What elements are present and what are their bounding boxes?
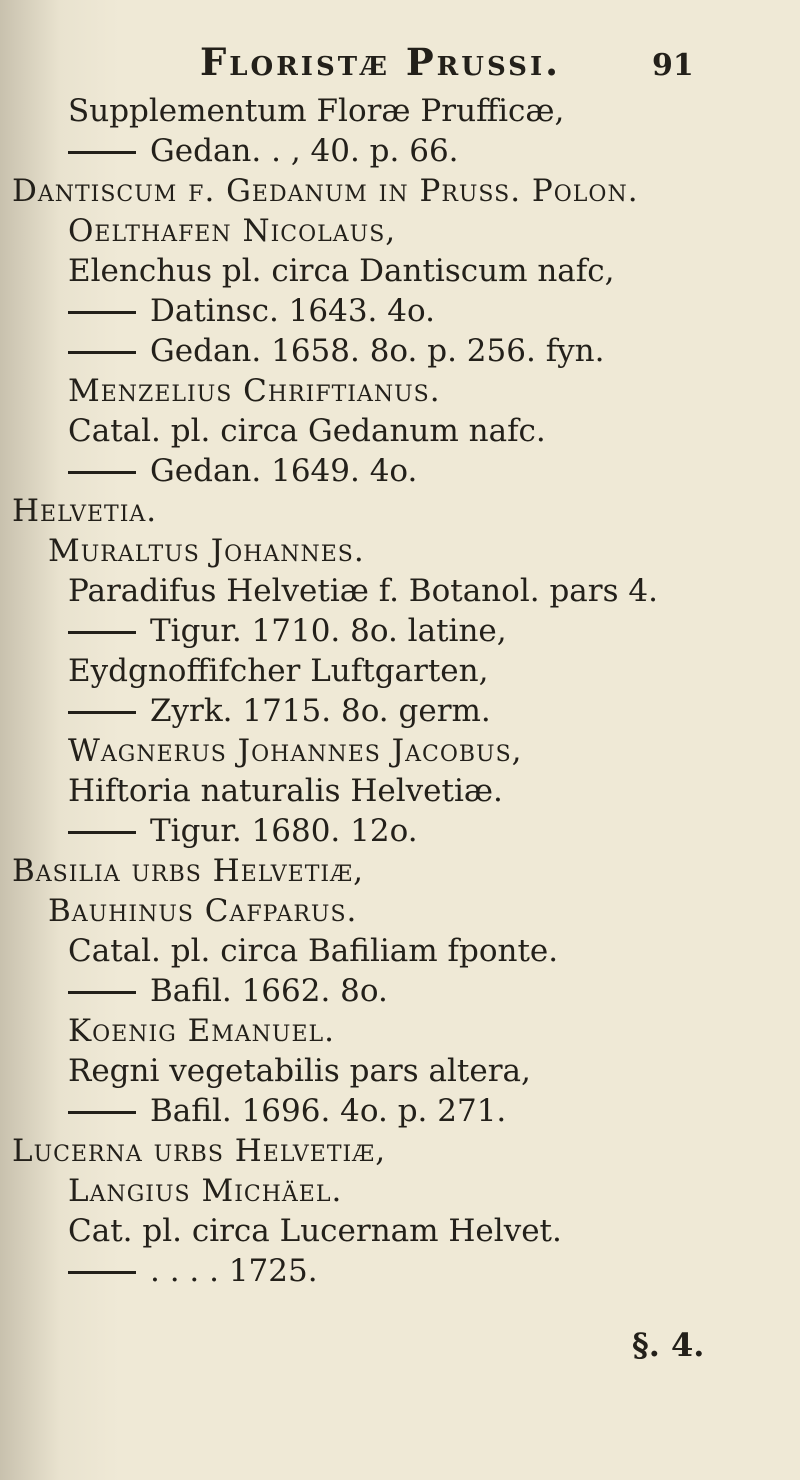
entry-line (68, 332, 605, 370)
entry-text: Cat. pl. circa Lucernam Helvet. (68, 1213, 562, 1249)
ditto-dash (68, 311, 136, 314)
running-head: Floristæ Prussi. (200, 40, 561, 84)
entry-line (68, 132, 459, 170)
entry-text: . . . . 1725. (150, 1253, 318, 1289)
entry-line (68, 652, 488, 690)
entry-line (68, 372, 441, 410)
ditto-dash (68, 471, 136, 474)
author-name: Langius Michäel. (68, 1173, 343, 1209)
entry-line (68, 212, 396, 250)
entry-text: Gedan. 1649. 4o. (150, 453, 418, 489)
ditto-dash (68, 631, 136, 634)
entry-text: Catal. pl. circa Gedanum nafc. (68, 413, 546, 449)
entry-text: Bafil. 1696. 4o. p. 271. (150, 1093, 507, 1129)
entry-text: Bafil. 1662. 8o. (150, 973, 388, 1009)
entry-line (68, 692, 491, 730)
entry-line (68, 1172, 342, 1210)
ditto-dash (68, 991, 136, 994)
author-name: Wagnerus Johannes Jacobus, (68, 733, 523, 769)
entry-line (68, 412, 546, 450)
entry-line (12, 852, 364, 890)
entry-line (68, 972, 388, 1010)
entry-line (12, 492, 157, 530)
place-heading: Helvetia. (12, 493, 158, 529)
entry-text: Tigur. 1710. 8o. latine, (150, 613, 507, 649)
entry-line (68, 572, 658, 610)
author-name: Bauhinus Cafparus. (48, 893, 358, 929)
entry-text: Gedan. 1658. 8o. p. 256. fyn. (150, 333, 605, 369)
entry-line (68, 1052, 531, 1090)
entry-line (68, 1252, 318, 1290)
entry-line (68, 812, 418, 850)
entry-text: Hiftoria naturalis Helvetiæ. (68, 773, 503, 809)
entry-line (68, 732, 523, 770)
entry-line (68, 772, 503, 810)
ditto-dash (68, 1111, 136, 1114)
entry-line (68, 452, 417, 490)
entry-line (68, 92, 564, 130)
signature-mark: §. 4. (632, 1326, 705, 1364)
entry-text: Zyrk. 1715. 8o. germ. (150, 693, 491, 729)
entry-line (68, 1092, 506, 1130)
entry-line (12, 172, 639, 210)
entry-text: Gedan. . , 40. p. 66. (150, 133, 459, 169)
place-heading: Basilia urbs Helvetiæ, (12, 853, 364, 889)
entry-text: Supplementum Floræ Prufficæ, (68, 93, 565, 129)
entry-line (48, 892, 357, 930)
entry-line (48, 532, 365, 570)
entry-text: Tigur. 1680. 12o. (150, 813, 418, 849)
place-heading: Lucerna urbs Helvetiæ, (12, 1133, 387, 1169)
entry-line (68, 292, 435, 330)
author-name: Koenig Emanuel. (68, 1013, 335, 1049)
entry-line (68, 252, 614, 290)
page-header (0, 40, 800, 100)
entry-text: Paradifus Helvetiæ f. Botanol. pars 4. (68, 573, 658, 609)
entry-text: Regni vegetabilis pars altera, (68, 1053, 531, 1089)
entry-line (68, 612, 507, 650)
entry-text: Eydgnoffifcher Luftgarten, (68, 653, 489, 689)
place-heading: Dantiscum f. Gedanum in Pruſſ. Polon. (12, 173, 639, 209)
ditto-dash (68, 831, 136, 834)
entry-text: Datinsc. 1643. 4o. (150, 293, 435, 329)
entry-text: Elenchus pl. circa Dantiscum nafc, (68, 253, 615, 289)
ditto-dash (68, 711, 136, 714)
ditto-dash (68, 351, 136, 354)
entry-line (68, 1012, 335, 1050)
entry-line (12, 1132, 386, 1170)
author-name: Muraltus Johannes. (48, 533, 365, 569)
author-name: Oelthafen Nicolaus, (68, 213, 397, 249)
entry-line (68, 932, 558, 970)
ditto-dash (68, 151, 136, 154)
author-name: Menzelius Chriftianus. (68, 373, 441, 409)
page-number: 91 (652, 48, 694, 83)
entry-line (68, 1212, 562, 1250)
ditto-dash (68, 1271, 136, 1274)
entry-text: Catal. pl. circa Bafiliam fponte. (68, 933, 559, 969)
